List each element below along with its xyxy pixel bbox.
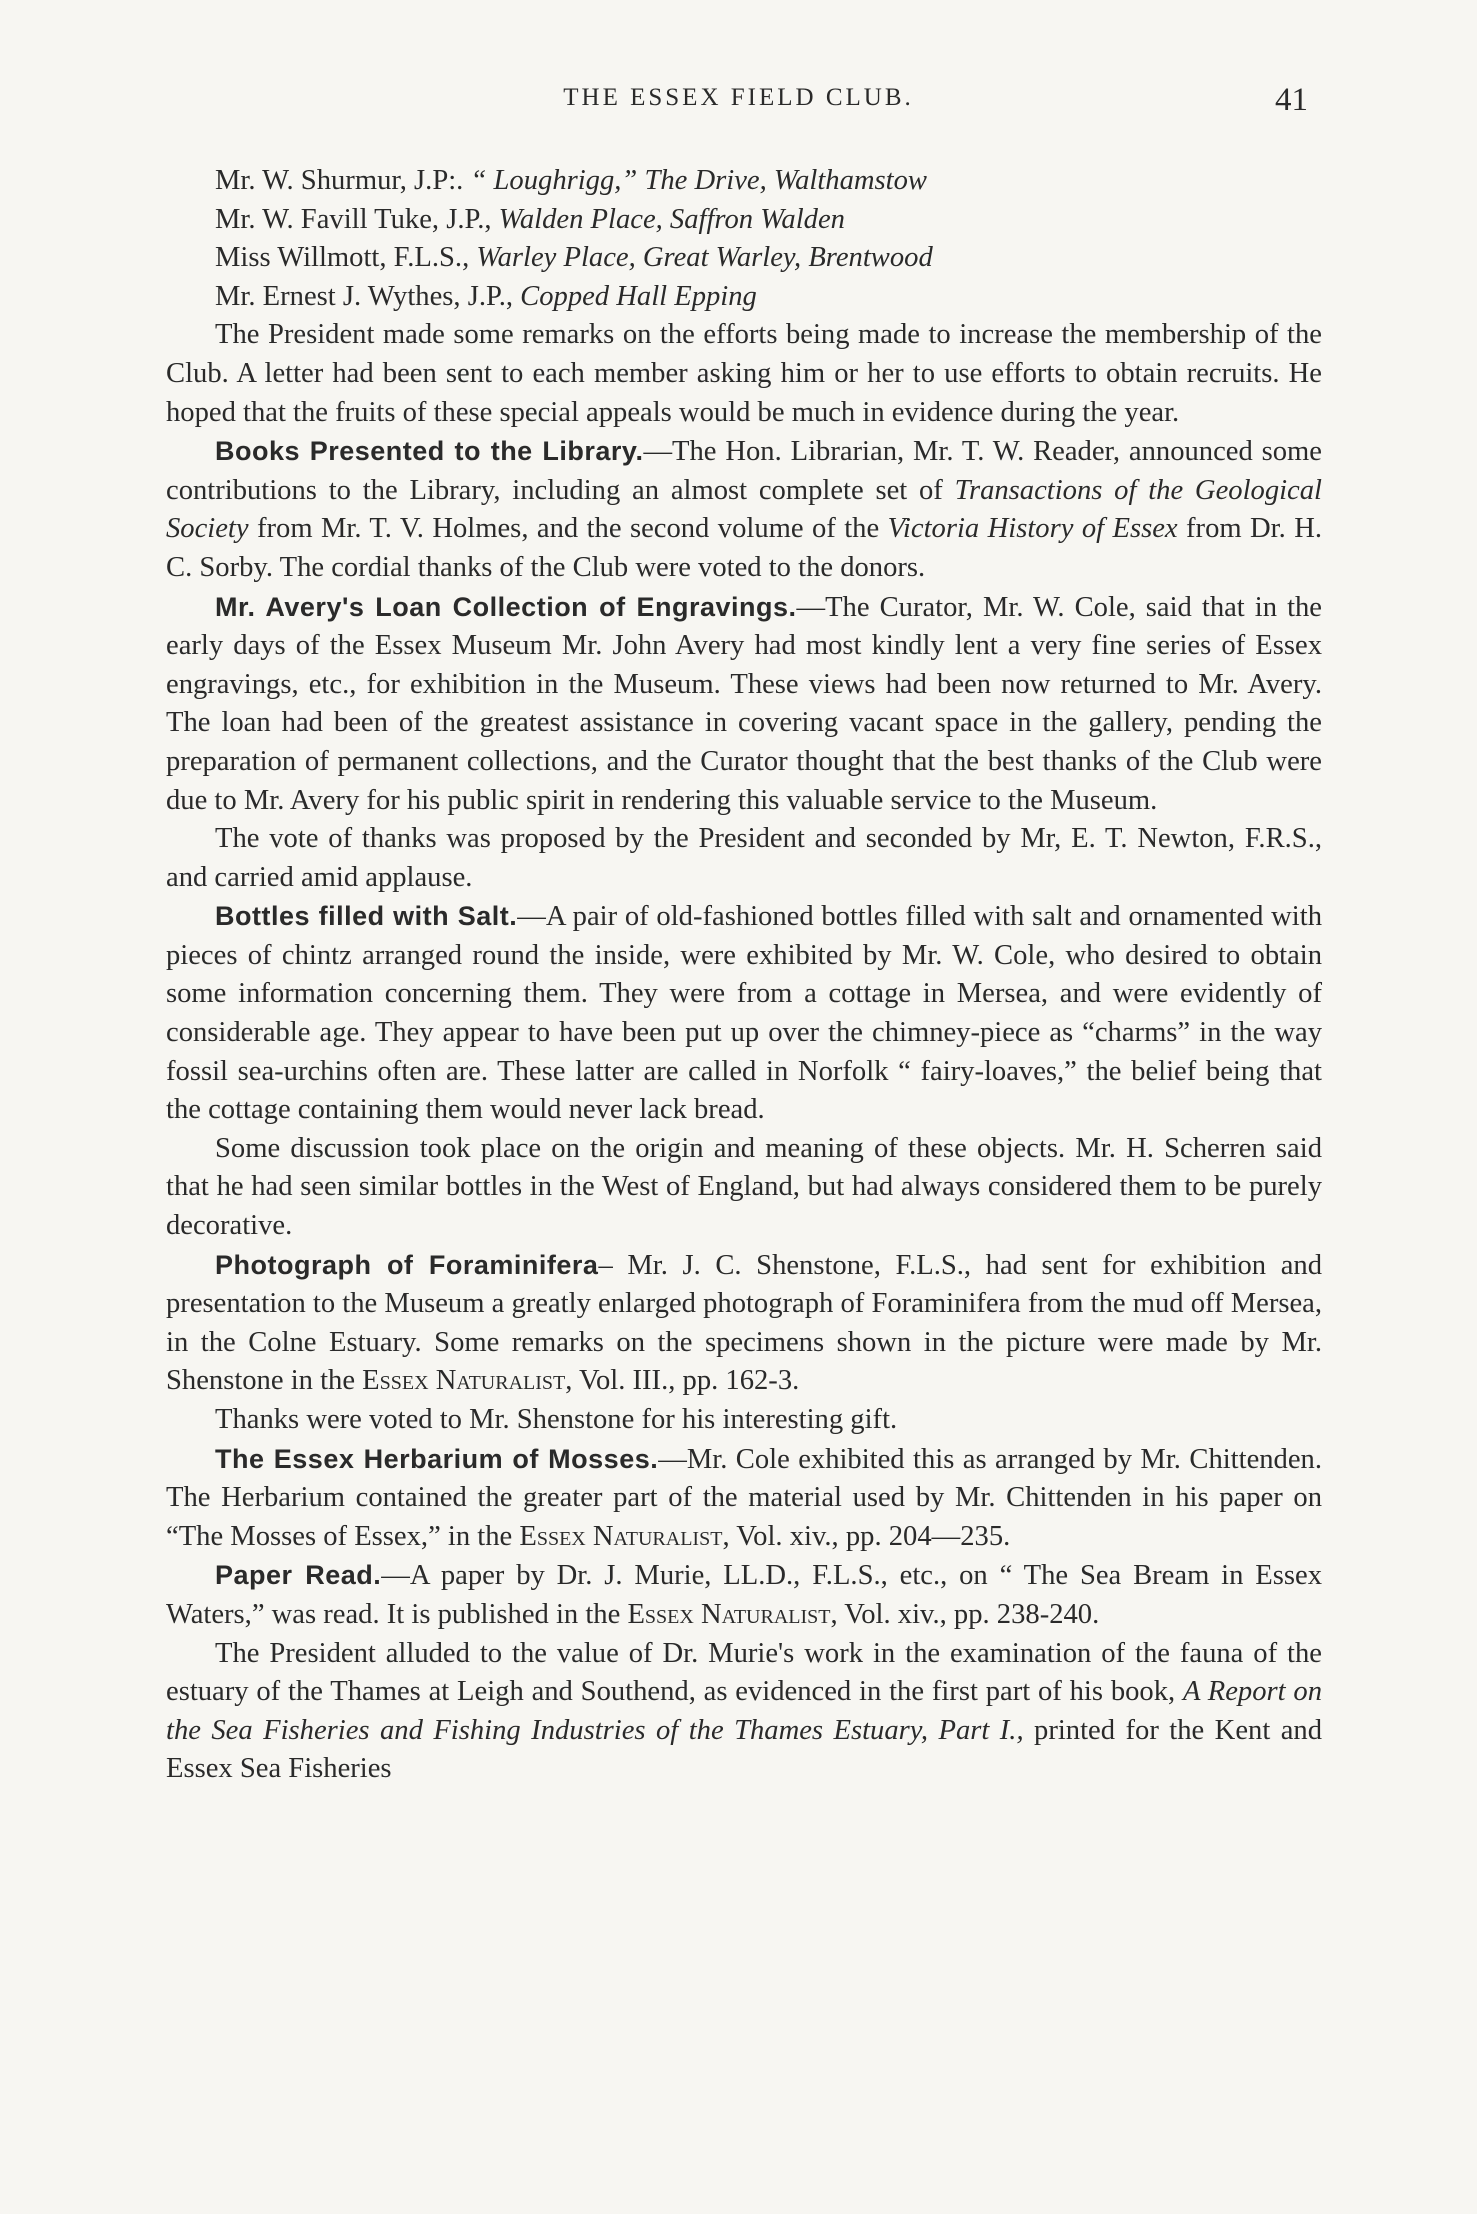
books-paragraph: Books Presented to the Library.—The Hon. Librarian, Mr. T. W. Reader, announced some contributions to the Library, including an almost complete set of Transactions of the Geological Society from Mr. T. V. Holmes, and the second volume of the Victoria History of Essex from Dr. H. C. Sorby. The cordial thanks of the Club were voted to the donors. [166,436,1322,583]
section-heading: Books Presented to the Library. [215,436,644,467]
discussion-paragraph: Some discussion took place on the origin and meaning of these objects. Mr. H. Scherren said that he had seen similar bottles in the West of England, but had always considered them to be purely decorative. [166,1132,1322,1242]
paper-read-paragraph: Paper Read.—A paper by Dr. J. Murie, LL.D., F.L.S., etc., on “ The Sea Bream in Essex Waters,” was read. It is published in the Essex Naturalist, Vol. xiv., pp. 238-240. [166,1560,1322,1630]
final-paragraph: The President alluded to the value of Dr. Murie's work in the examination of the fauna of the estuary of the Thames at Leigh and Southend, as evidenced in the first part of his book, A Report on the Sea Fisheries and Fishing Industries of the Thames Estuary, Part I., printed for the Kent and Essex Sea Fisheries [166,1637,1323,1785]
mosses-paragraph: The Essex Herbarium of Mosses.—Mr. Cole exhibited this as arranged by Mr. Chittenden. The Herbarium contained the greater part of the material used by Mr. Chittenden in his paper on “The Mosses of Essex,” in the Essex Naturalist, Vol. xiv., pp. 204—235. [166,1443,1322,1552]
president-remarks-paragraph: The President made some remarks on the efforts being made to increase the membership of the Club. A letter had been sent to each member asking him or her to use efforts to obtain recruits. He hoped that the fruits of these special appeals would be much in evidence during the year. [166,319,1322,428]
section-heading: The Essex Herbarium of Mosses. [215,1443,659,1474]
member-entry: Mr. Ernest J. Wythes, J.P., Copped Hall Epping [215,280,757,312]
running-head: THE ESSEX FIELD CLUB. [563,84,914,111]
section-heading: Paper Read. [215,1560,382,1591]
section-heading: Mr. Avery's Loan Collection of Engravings. [215,591,797,622]
body-text [166,162,1322,1789]
thanks-paragraph: Thanks were voted to Mr. Shenstone for his interesting gift. [215,1404,898,1435]
section-heading: Photograph of Foraminifera [215,1249,599,1280]
member-entry: Miss Willmott, F.L.S., Warley Place, Great Warley, Brentwood [215,242,933,274]
vote-paragraph: The vote of thanks was proposed by the President and seconded by Mr, E. T. Newton, F.R.S., and carried amid applause. [166,823,1322,893]
section-heading: Bottles filled with Salt. [215,901,518,932]
member-entry: Mr. W. Favill Tuke, J.P., Walden Place, Saffron Walden [215,203,845,235]
avery-paragraph: Mr. Avery's Loan Collection of Engravings.—The Curator, Mr. W. Cole, said that in the early days of the Essex Museum Mr. John Avery had most kindly lent a very fine series of Essex engravings, etc., for exhibition in the Museum. These views had been now returned to Mr. Avery. The loan had been of the greatest assistance in covering vacant space in the gallery, pending the preparation of permanent collections, and the Curator thought that the best thanks of the Club were due to Mr. Avery for his public spirit in rendering this valuable service to the Museum. [166,591,1323,816]
photograph-paragraph: Photograph of Foraminifera– Mr. J. C. Shenstone, F.L.S., had sent for exhibition and presentation to the Museum a greatly enlarged photograph of Foraminifera from the mud off Mersea, in the Colne Estuary. Some remarks on the specimens shown in the picture were made by Mr. Shenstone in the Essex Naturalist, Vol. III., pp. 162-3. [166,1249,1322,1397]
page-number: 41 [1275,82,1308,118]
bottles-paragraph: Bottles filled with Salt.—A pair of old-fashioned bottles filled with salt and ornamented with pieces of chintz arranged round the inside, were exhibited by Mr. W. Cole, who desired to obtain some information concerning them. They were from a cottage in Mersea, and were evidently of considerable age. They appear to have been put up over the chimney-piece as “charms” in the way fossil sea-urchins often are. These latter are called in Norfolk “ fairy-loaves,” the belief being that the cottage containing them would never lack bread. [166,901,1322,1126]
member-entry: Mr. W. Shurmur, J.P:. “ Loughrigg,” The Drive, Walthamstow [215,165,927,196]
